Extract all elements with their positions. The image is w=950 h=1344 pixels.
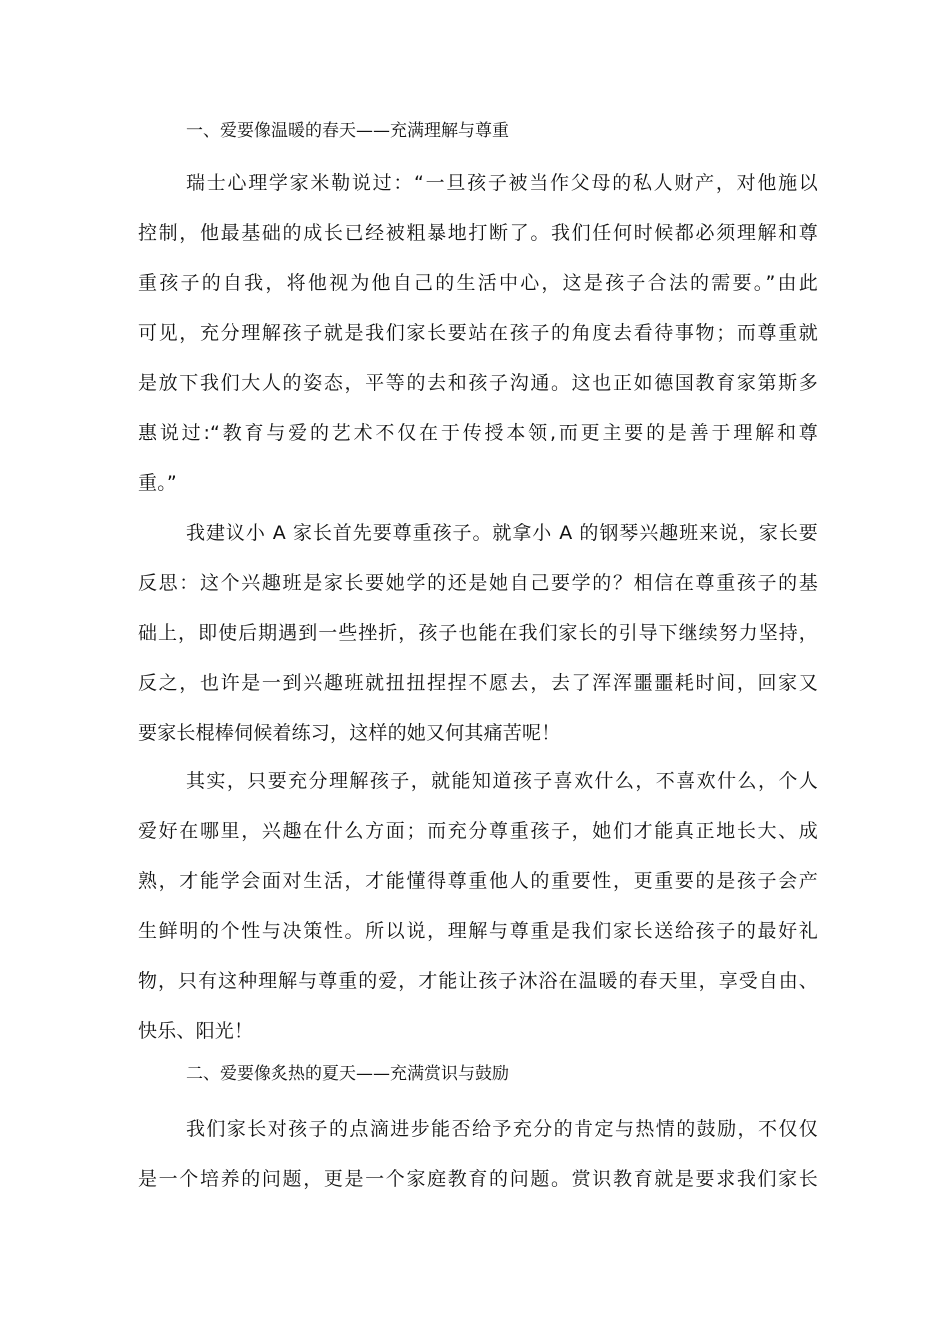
paragraph-line: 要家长棍棒伺候着练习，这样的她又何其痛苦呢！ — [138, 722, 561, 744]
paragraph-4 — [138, 1104, 818, 1204]
paragraph-line: 生鲜明的个性与决策性。所以说，理解与尊重是我们家长送给孩子的最好礼 — [138, 920, 818, 942]
paragraph-line: 其实，只要充分理解孩子，就能知道孩子喜欢什么，不喜欢什么，个人 — [186, 770, 818, 792]
section-heading-2: 二、爱要像炙热的夏天——充满赏识与鼓励 — [186, 1064, 509, 1084]
paragraph-3 — [138, 756, 818, 1056]
paragraph-line: 是放下我们大人的姿态，平等的去和孩子沟通。这也正如德国教育家第斯多 — [138, 372, 818, 394]
paragraph-line: 我们家长对孩子的点滴进步能否给予充分的肯定与热情的鼓励，不仅仅 — [186, 1118, 818, 1140]
paragraph-line: 可见，充分理解孩子就是我们家长要站在孩子的角度去看待事物；而尊重就 — [138, 322, 818, 344]
paragraph-line: 熟，才能学会面对生活，才能懂得尊重他人的重要性，更重要的是孩子会产 — [138, 870, 818, 892]
paragraph-line: 重孩子的自我，将他视为他自己的生活中心，这是孩子合法的需要。”由此 — [138, 272, 818, 294]
paragraph-line: 是一个培养的问题，更是一个家庭教育的问题。赏识教育就是要求我们家长 — [138, 1168, 818, 1190]
paragraph-line: 控制，他最基础的成长已经被粗暴地打断了。我们任何时候都必须理解和尊 — [138, 222, 818, 244]
paragraph-line: 惠说过:“教育与爱的艺术不仅在于传授本领,而更主要的是善于理解和尊 — [138, 422, 818, 444]
paragraph-line: 础上，即使后期遇到一些挫折，孩子也能在我们家长的引导下继续努力坚持， — [138, 622, 818, 644]
paragraph-line: 重。” — [138, 472, 177, 494]
paragraph-line: 快乐、阳光！ — [138, 1020, 254, 1042]
paragraph-line: 瑞士心理学家米勒说过：“一旦孩子被当作父母的私人财产，对他施以 — [186, 172, 818, 194]
paragraph-line: 爱好在哪里，兴趣在什么方面；而充分尊重孩子，她们才能真正地长大、成 — [138, 820, 818, 842]
paragraph-2 — [138, 508, 818, 758]
paragraph-line: 反思：这个兴趣班是家长要她学的还是她自己要学的？相信在尊重孩子的基 — [138, 572, 818, 594]
paragraph-line: 我建议小 A 家长首先要尊重孩子。就拿小 A 的钢琴兴趣班来说，家长要 — [186, 522, 818, 544]
paragraph-line: 反之，也许是一到兴趣班就扭扭捏捏不愿去，去了浑浑噩噩耗时间，回家又 — [138, 672, 818, 694]
paragraph-line: 物，只有这种理解与尊重的爱，才能让孩子沐浴在温暖的春天里，享受自由、 — [138, 970, 818, 992]
section-heading-1: 一、爱要像温暖的春天——充满理解与尊重 — [186, 121, 509, 141]
paragraph-1 — [138, 158, 818, 508]
